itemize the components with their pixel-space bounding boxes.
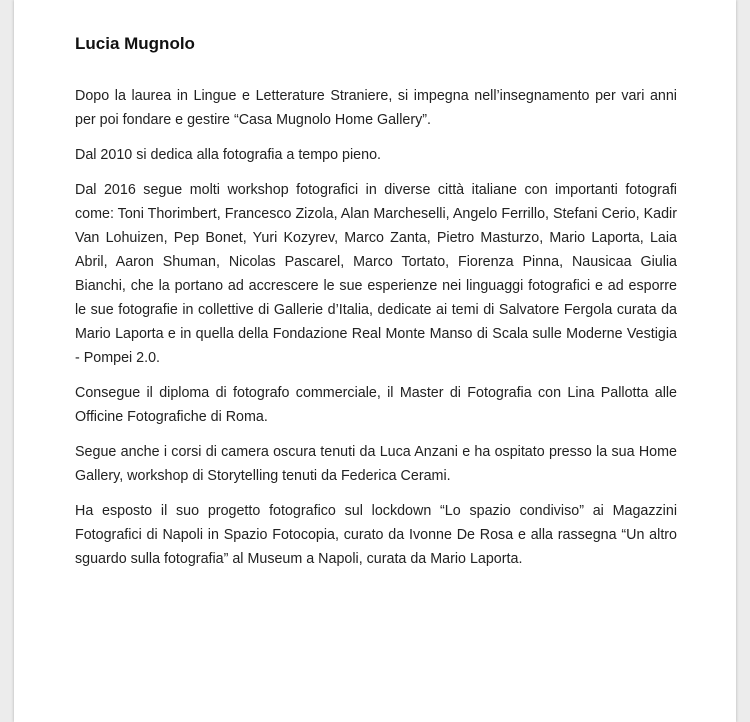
paragraph-courses: Segue anche i corsi di camera oscura tenuti da Luca Anzani e ha ospitato presso la sua Home Gallery, workshop di Storytelling tenuti da Federica Cerami. (75, 444, 677, 484)
paragraph-education: Dopo la laurea in Lingue e Letterature Straniere, si impegna nell’insegnamento per vari anni per poi fondare e gestire “Casa Mugnolo Home Gallery”. (75, 88, 677, 128)
document-title: Lucia Mugnolo (75, 34, 195, 53)
paragraph-exhibitions: Ha esposto il suo progetto fotografico sul lockdown “Lo spazio condiviso” ai Magazzini Fotografici di Napoli in Spazio Fotocopia, curato da Ivonne De Rosa e alla rassegna “Un altro sguardo sulla fotografia” al Museum a Napoli, curata da Mario Laporta. (75, 503, 677, 567)
document-page (14, 0, 736, 722)
paragraph-workshops: Dal 2016 segue molti workshop fotografici in diverse città italiane con importanti fotografi come: Toni Thorimbert, Francesco Zizola, Alan Marcheselli, Angelo Ferrillo, Stefani Cerio, Kadir Van Lohuizen, Pep Bonet, Yuri Kozyrev, Marco Zanta, Pietro Masturzo, Mario Laporta, Laia Abril, Aaron Shuman, Nicolas Pascarel, Marco Tortato, Fiorenza Pinna, Nausicaa Giulia Bianchi, che la portano ad accrescere le sue esperienze nei linguaggi fotografici e ad esporre le sue fotografie in collettive di Gallerie d’Italia, dedicate ai temi di Salvatore Fergola curata da Mario Laporta e in quella della Fondazione Real Monte Manso di Scala sulle Moderne Vestigia - Pompei 2.0. (75, 182, 677, 366)
document-body (75, 32, 677, 582)
paragraph-diploma: Consegue il diploma di fotografo commerciale, il Master di Fotografia con Lina Pallotta alle Officine Fotografiche di Roma. (75, 385, 677, 425)
paragraph-photography-start: Dal 2010 si dedica alla fotografia a tempo pieno. (75, 147, 381, 163)
